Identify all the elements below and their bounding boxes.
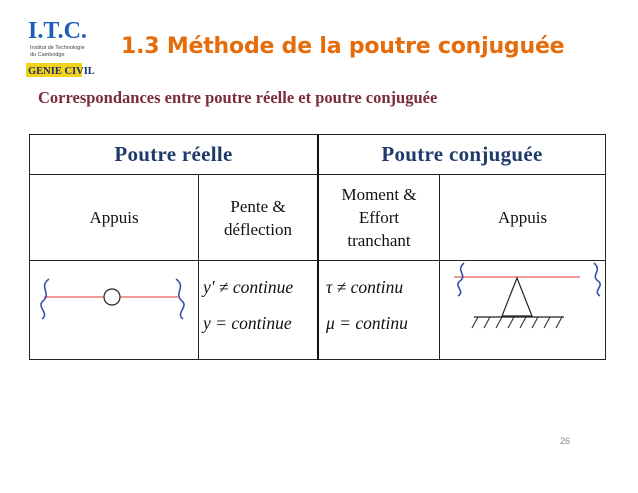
- eq-real-slope: y' ≠ continue: [203, 277, 294, 297]
- logo-main-text: I.T.C.: [28, 18, 87, 44]
- itc-logo: [22, 14, 98, 80]
- header-real-beam: Poutre réelle: [114, 142, 233, 166]
- real-supports-label: Appuis: [89, 208, 139, 227]
- logo-line-2: du Cambodge: [30, 52, 65, 58]
- slide-subtitle: Correspondances entre poutre réelle et poutre conjuguée: [38, 88, 438, 107]
- real-slope-deflection-label: [199, 175, 317, 260]
- slide-title: 1.3 Méthode de la poutre conjuguée: [121, 34, 565, 59]
- correspondence-table: [29, 134, 606, 360]
- conj-moment-shear-label: [319, 175, 439, 260]
- page-number: 26: [560, 436, 571, 446]
- conj-supports-label: Appuis: [497, 208, 548, 227]
- logo-banner: GENIE CIVIL: [28, 66, 95, 77]
- moment-line-1: Moment &: [341, 185, 417, 204]
- eq-real-deflection: y = continue: [203, 313, 292, 333]
- slope-line-2: déflection: [224, 219, 292, 239]
- logo-line-1: Institut de Technologie: [30, 45, 85, 51]
- slope-line-1: Pente &: [230, 196, 286, 216]
- header-conjugate-beam: Poutre conjuguée: [381, 142, 543, 166]
- internal-hinge-diagram: [30, 261, 198, 361]
- moment-line-3: tranchant: [347, 231, 411, 250]
- eq-conj-shear: τ ≠ continu: [326, 277, 404, 297]
- eq-conj-moment: μ = continu: [326, 313, 408, 333]
- moment-line-2: Effort: [358, 208, 400, 227]
- intermediate-support-diagram: [440, 261, 605, 361]
